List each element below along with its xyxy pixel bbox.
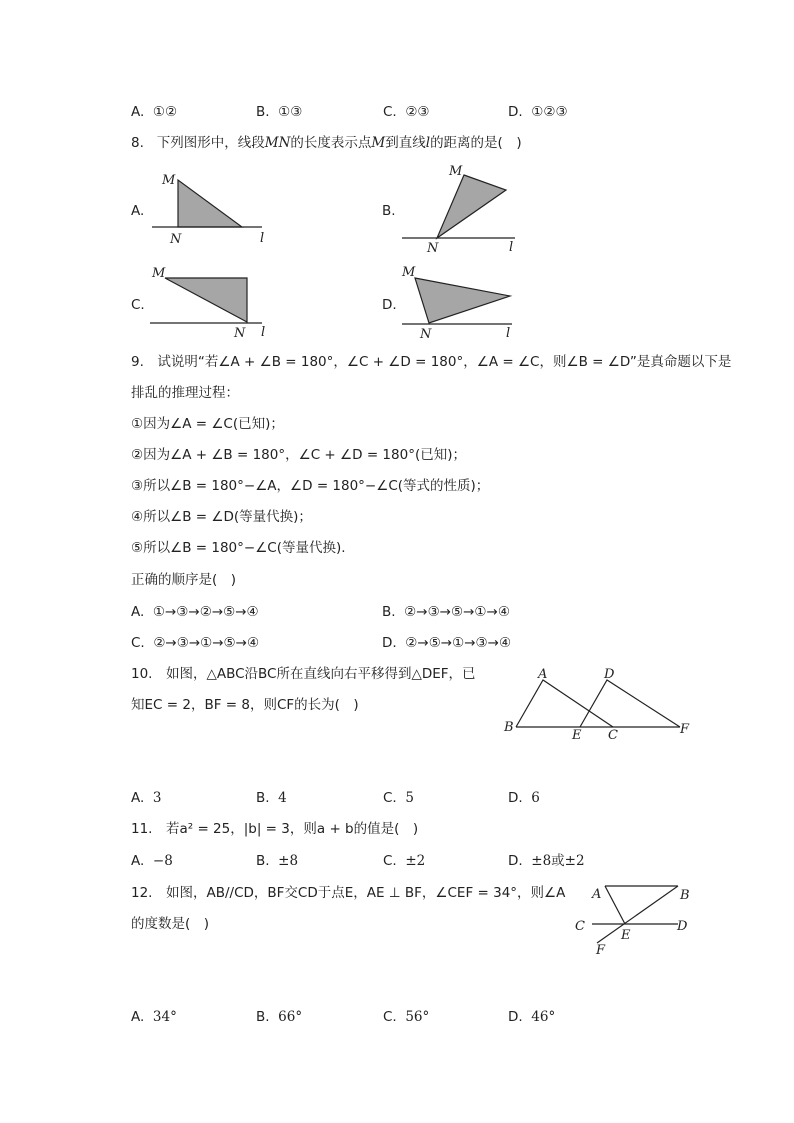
label-m: M [449,164,463,179]
option-text: 56° [405,1009,430,1025]
label-c: C [608,728,618,743]
option-letter: A. [131,1009,145,1025]
label-a: A [592,887,602,902]
q11-stem: 11. 若a² = 25，|b| = 3，则a + b的值是( ) [131,821,419,837]
option-text: ①② [152,104,178,120]
q9-stem-line1: 9. 试说明“若∠A + ∠B = 180°，∠C + ∠D = 180°，∠A = ∠C，则∠B = ∠D”是真命题以下是 [131,354,732,370]
option-text: ±2 [405,853,426,869]
option-text: 3 [152,790,162,806]
q8-figure-a [150,170,270,250]
shaded-triangle [437,175,506,238]
option-letter: B. [256,1009,270,1025]
q7-option-c [383,103,430,121]
option-text: 6 [531,790,540,806]
q8-figure-b [400,160,520,255]
q12-option-b [256,1008,302,1026]
label-l: l [506,326,511,341]
point-m: M [371,135,386,151]
option-text: ①→③→②→⑤→④ [152,604,259,620]
label-e: E [572,728,582,743]
q9-option-b [382,603,510,621]
option-letter: A. [131,104,145,120]
triangle-def [580,680,680,727]
q8-figure-c [150,262,275,344]
q8-stem [131,134,522,152]
q8-figure-d [400,262,520,344]
option-letter: A. [131,853,145,869]
option-letter: D. [508,790,523,806]
label-b: B [680,888,690,903]
option-letter: D. [508,1009,523,1025]
option-letter: A. [131,604,145,620]
option-letter: B. [382,604,396,620]
option-text: 5 [405,790,414,806]
q10-stem-line1: 10. 如图，△ABC沿BC所在直线向右平移得到△DEF，已 [131,666,476,682]
q10-option-a [131,789,161,807]
stem-part: 的距离的是( ) [430,135,522,151]
option-text: ②③ [405,104,430,120]
q7-option-b [256,103,302,121]
stem-part: 的长度表示点 [290,135,372,151]
label-d: D [604,667,615,682]
stem-part: 下列图形中，线段 [156,135,265,151]
q8-figure-a-letter: A. [131,203,145,219]
option-letter: C. [383,853,397,869]
option-letter: B. [256,790,270,806]
q11-option-c [383,852,425,870]
shaded-triangle [415,278,510,323]
q11-option-b [256,852,298,870]
q9-step-5: ⑤所以∠B = 180°−∠C(等量代换). [131,540,346,556]
label-m: M [162,173,176,188]
q8-figure-b-letter: B. [382,203,396,219]
q10-option-c [383,789,414,807]
q12-stem-line1: 12. 如图，AB//CD，BF交CD于点E，AE ⊥ BF，∠CEF = 34°，则∠A [131,885,566,901]
option-letter: C. [383,1009,397,1025]
label-f: F [680,722,690,737]
label-e: E [621,928,631,943]
q10-stem-line2: 知EC = 2，BF = 8，则CF的长为( ) [131,697,359,713]
segment-ae [605,886,625,924]
option-text: 66° [278,1009,303,1025]
option-letter: C. [131,635,145,651]
label-m: M [402,265,416,280]
shaded-triangle [165,278,247,322]
q12-stem-line2: 的度数是( ) [131,916,210,932]
label-n: N [170,232,182,247]
label-d: D [677,919,688,934]
option-text: 34° [152,1009,177,1025]
q10-translation-figure [500,664,700,744]
q9-step-1: ①因为∠A = ∠C(已知)； [131,416,284,432]
shaded-triangle [178,180,242,227]
q9-prompt: 正确的顺序是( ) [131,572,237,588]
q7-option-d [508,103,568,121]
label-l: l [260,231,265,246]
q12-option-d [508,1008,555,1026]
q7-option-a [131,103,177,121]
option-text: 4 [278,790,287,806]
label-n: N [420,327,432,342]
option-letter: D. [508,104,523,120]
q10-option-d [508,789,540,807]
option-text: 46° [531,1009,556,1025]
option-text: −8 [152,853,173,869]
q9-step-2: ②因为∠A + ∠B = 180°，∠C + ∠D = 180°(已知)； [131,447,466,463]
q9-option-a [131,603,259,621]
q9-step-3: ③所以∠B = 180°−∠A，∠D = 180°−∠C(等式的性质)； [131,478,490,494]
option-text: ②→⑤→①→③→④ [405,635,512,651]
label-l: l [261,325,266,340]
q8-figure-c-letter: C. [131,297,145,313]
line-l: l [425,135,431,151]
label-l: l [509,240,514,255]
option-letter: D. [508,853,523,869]
q11-option-a [131,852,173,870]
label-c: C [575,919,585,934]
option-letter: A. [131,790,145,806]
label-b: B [504,720,514,735]
triangle-abc [516,680,613,727]
q9-step-4: ④所以∠B = ∠D(等量代换)； [131,509,312,525]
option-text: ①②③ [531,104,568,120]
option-text: ②→③→①→⑤→④ [153,635,260,651]
label-f: F [596,943,606,958]
q12-parallel-lines-figure [570,880,695,960]
option-text: ②→③→⑤→①→④ [404,604,510,620]
question-number: 8. [131,135,144,151]
option-letter: B. [256,104,270,120]
option-text: ±8或±2 [531,853,585,869]
q8-figure-d-letter: D. [382,297,397,313]
option-letter: C. [383,790,397,806]
q10-option-b [256,789,287,807]
segment-mn: MN [264,135,291,151]
label-n: N [234,326,246,341]
option-text: ①③ [278,104,303,120]
option-text: ±8 [278,853,299,869]
q9-option-d [382,634,511,652]
q9-option-c [131,634,259,652]
q11-option-d [508,852,585,870]
label-m: M [152,266,166,281]
q9-stem-line2: 排乱的推理过程： [131,385,239,401]
stem-part: 到直线 [385,135,426,151]
label-a: A [538,667,548,682]
option-letter: B. [256,853,270,869]
option-letter: D. [382,635,397,651]
q12-option-c [383,1008,429,1026]
option-letter: C. [383,104,397,120]
label-n: N [427,241,439,256]
q12-option-a [131,1008,177,1026]
